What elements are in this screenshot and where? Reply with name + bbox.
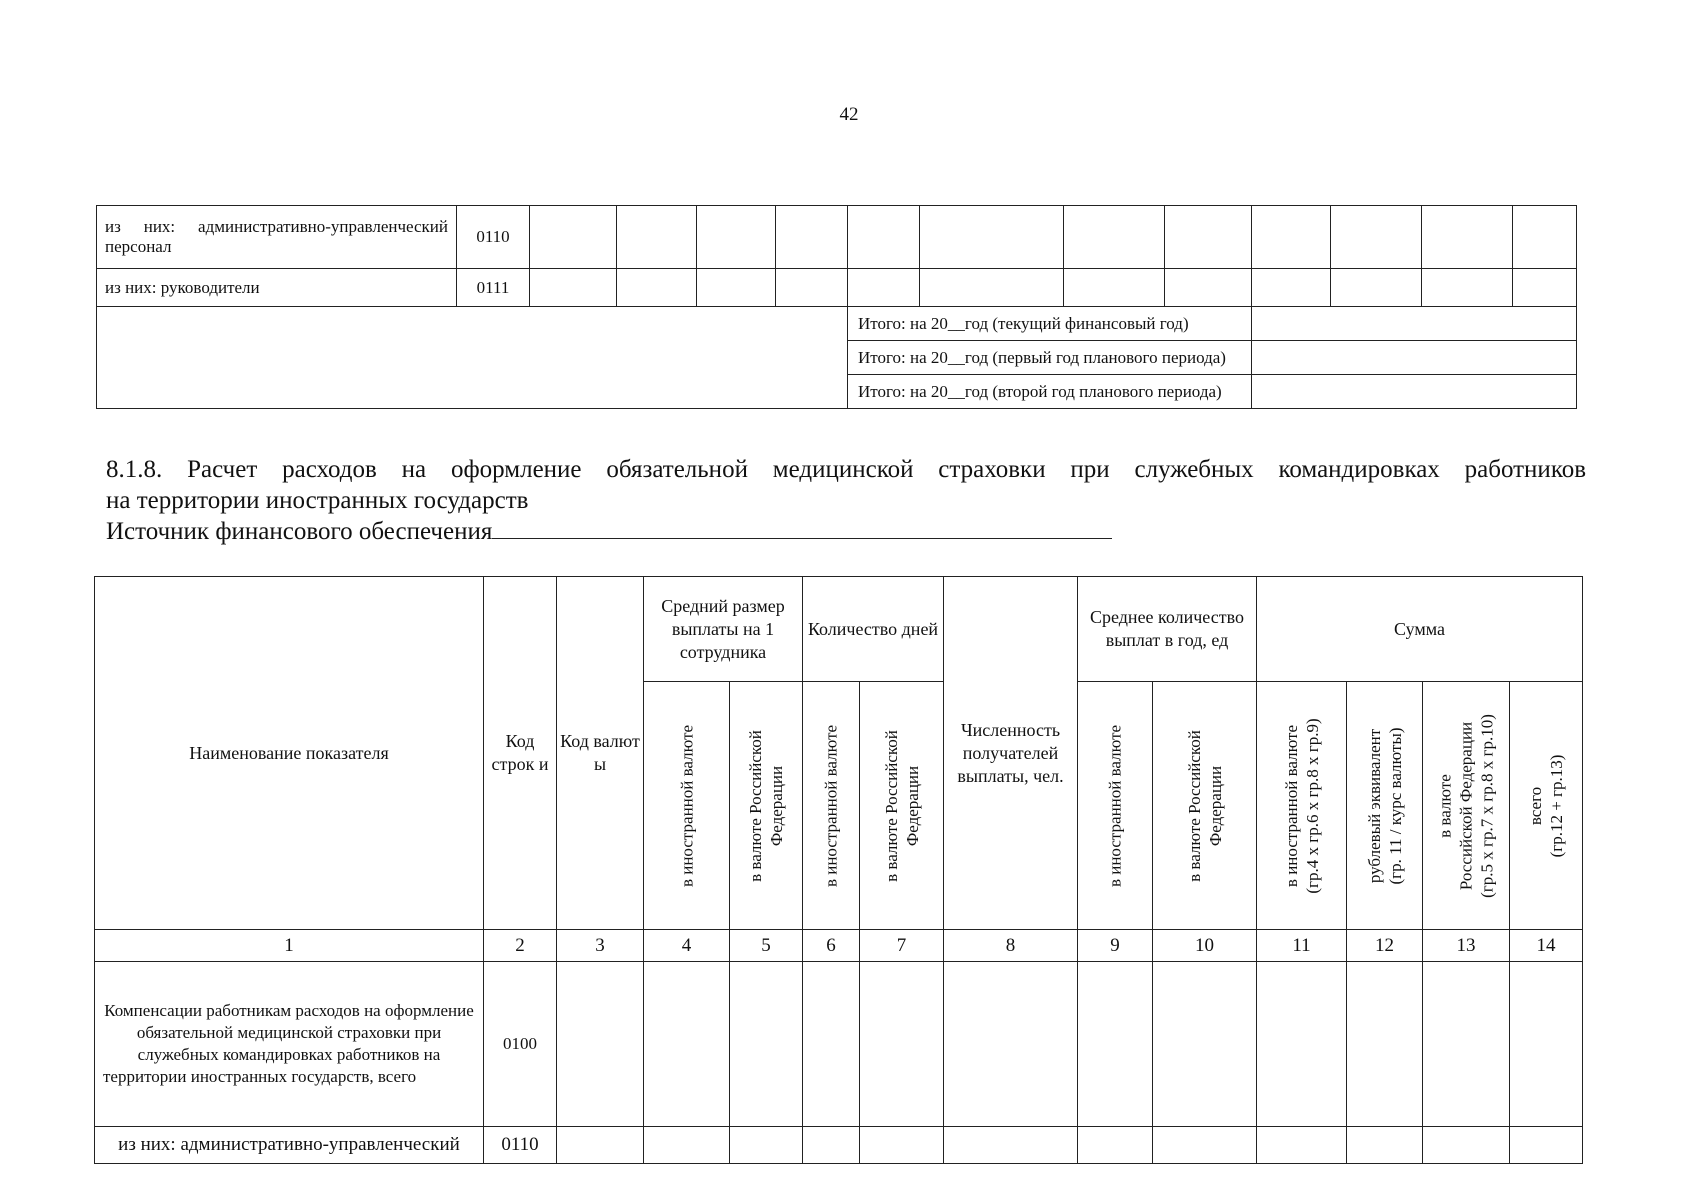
- column-number: 3: [557, 930, 644, 962]
- table-cell[interactable]: [617, 206, 697, 269]
- column-number: 9: [1078, 930, 1153, 962]
- totals-row: [97, 307, 1577, 341]
- subheader-text: в иностранной валюте: [1105, 724, 1125, 887]
- table-cell[interactable]: [848, 206, 920, 269]
- subheader-text: в иностранной валюте: [821, 724, 841, 887]
- table-cell[interactable]: [848, 269, 920, 307]
- row-code: 0110: [484, 1127, 557, 1164]
- header-currency-code: Код валют ы: [557, 577, 644, 930]
- header-sum: Сумма: [1257, 577, 1583, 682]
- table-row: [95, 962, 1583, 1127]
- column-number: 6: [803, 930, 860, 962]
- subheader-text: в валюте Российской Федерации: [881, 729, 922, 882]
- subheader-text: рублевый эквивалент (гр. 11 / курс валюты): [1364, 726, 1405, 885]
- blank-area: [97, 307, 848, 409]
- header-row: [95, 577, 1583, 682]
- total-value-second[interactable]: [1252, 375, 1577, 409]
- column-number: 4: [644, 930, 730, 962]
- column-number: 13: [1423, 930, 1510, 962]
- row-name: из них: административно-управленческий персонал: [97, 206, 457, 269]
- column-number: 14: [1510, 930, 1583, 962]
- table-cell[interactable]: [730, 1127, 803, 1164]
- column-number: 12: [1347, 930, 1423, 962]
- subheader-text: в валюте Российской Федерации: [746, 729, 786, 882]
- table-cell[interactable]: [1423, 1127, 1510, 1164]
- table-cell[interactable]: [1165, 206, 1252, 269]
- subheader-text: в валюте Российской Федерации (гр.5 х гр.7 х гр.8 х гр.10): [1435, 713, 1497, 898]
- table-cell[interactable]: [1513, 206, 1577, 269]
- subheader-cell: [1423, 682, 1510, 930]
- table-cell[interactable]: [944, 962, 1078, 1127]
- column-number: 7: [860, 930, 944, 962]
- table-cell[interactable]: [803, 962, 860, 1127]
- row-code: 0110: [457, 206, 530, 269]
- header-avg-count: Среднее количество выплат в год, ед: [1078, 577, 1257, 682]
- table-cell[interactable]: [920, 269, 1064, 307]
- table-cell[interactable]: [776, 269, 848, 307]
- table-cell[interactable]: [1422, 269, 1513, 307]
- table-row: [97, 269, 1577, 307]
- row-code: 0111: [457, 269, 530, 307]
- table-cell[interactable]: [557, 1127, 644, 1164]
- subheader-cell: [1510, 682, 1583, 930]
- table-cell[interactable]: [1252, 206, 1331, 269]
- subheader-text: в иностранной валюте (гр.4 х гр.6 х гр.8 х гр.9): [1281, 717, 1322, 894]
- funding-source-label: Источник финансового обеспечения: [106, 518, 493, 545]
- subheader-text: в иностранной валюте: [677, 724, 696, 887]
- table-cell[interactable]: [1078, 962, 1153, 1127]
- total-label-second: Итого: на 20__год (второй год планового периода): [848, 375, 1252, 409]
- table-cell[interactable]: [860, 962, 944, 1127]
- total-label-first: Итого: на 20__год (первый год планового периода): [848, 341, 1252, 375]
- table-cell[interactable]: [1257, 962, 1347, 1127]
- funding-source-line: [106, 516, 1586, 547]
- column-number: 10: [1153, 930, 1257, 962]
- subheader-cell: [730, 682, 803, 930]
- table-cell[interactable]: [1064, 206, 1165, 269]
- section-heading: [106, 454, 1586, 547]
- subheader-cell: [803, 682, 860, 930]
- table-cell[interactable]: [776, 206, 848, 269]
- table-cell[interactable]: [1153, 962, 1257, 1127]
- subheader-text: в валюте Российской Федерации: [1184, 729, 1225, 882]
- column-number: 1: [95, 930, 484, 962]
- column-number-row: [95, 930, 1583, 962]
- header-avg-payment: Средний размер выплаты на 1 сотрудника: [644, 577, 803, 682]
- table-cell[interactable]: [920, 206, 1064, 269]
- table-cell[interactable]: [1078, 1127, 1153, 1164]
- subheader-cell: [860, 682, 944, 930]
- table-cell[interactable]: [1347, 962, 1423, 1127]
- section-title-line1: 8.1.8. Расчет расходов на оформление обязательной медицинской страховки при служебных командировках работников: [106, 456, 1586, 483]
- table-cell[interactable]: [1347, 1127, 1423, 1164]
- section-title-line2: на территории иностранных государств: [106, 487, 529, 514]
- table-cell[interactable]: [1513, 269, 1577, 307]
- column-number: 5: [730, 930, 803, 962]
- column-number: 11: [1257, 930, 1347, 962]
- table-cell[interactable]: [803, 1127, 860, 1164]
- table-cell[interactable]: [1331, 206, 1422, 269]
- table-row: [95, 1127, 1583, 1164]
- table-cell[interactable]: [530, 269, 617, 307]
- subheader-cell: [1257, 682, 1347, 930]
- table-row: [97, 206, 1577, 269]
- table-cell[interactable]: [1423, 962, 1510, 1127]
- header-name: Наименование показателя: [95, 577, 484, 930]
- table-cell[interactable]: [1510, 1127, 1583, 1164]
- row-name: Компенсации работникам расходов на оформление обязательной медицинской страховки при служебных командировках работников на территории иностранных государств, всего: [95, 962, 484, 1127]
- continued-table: [96, 205, 1577, 409]
- table-cell[interactable]: [944, 1127, 1078, 1164]
- total-value-first[interactable]: [1252, 341, 1577, 375]
- table-cell[interactable]: [1257, 1127, 1347, 1164]
- subheader-cell: [1078, 682, 1153, 930]
- table-cell[interactable]: [1331, 269, 1422, 307]
- table-cell[interactable]: [644, 1127, 730, 1164]
- row-name: из них: руководители: [97, 269, 457, 307]
- subheader-text: всего (гр.12 + гр.13): [1526, 754, 1567, 857]
- table-cell[interactable]: [617, 269, 697, 307]
- insurance-calculation-table: [94, 576, 1583, 1164]
- table-cell[interactable]: [1064, 269, 1165, 307]
- column-number: 8: [944, 930, 1078, 962]
- table-cell[interactable]: [730, 962, 803, 1127]
- subheader-cell: [644, 682, 730, 930]
- table-cell[interactable]: [1510, 962, 1583, 1127]
- table-cell[interactable]: [1153, 1127, 1257, 1164]
- header-row-code: Код строк и: [484, 577, 557, 930]
- table-cell[interactable]: [697, 206, 776, 269]
- table-cell[interactable]: [530, 206, 617, 269]
- header-recipients: Численность получателей выплаты, чел.: [944, 577, 1078, 930]
- table-cell[interactable]: [1252, 269, 1331, 307]
- table-cell[interactable]: [860, 1127, 944, 1164]
- table-cell[interactable]: [1165, 269, 1252, 307]
- table-cell[interactable]: [644, 962, 730, 1127]
- table-cell[interactable]: [557, 962, 644, 1127]
- total-label-current: Итого: на 20__год (текущий финансовый год): [848, 307, 1252, 341]
- table-cell[interactable]: [1422, 206, 1513, 269]
- total-value-current[interactable]: [1252, 307, 1577, 341]
- row-name: из них: административно-управленческий: [95, 1127, 484, 1164]
- header-days: Количество дней: [803, 577, 944, 682]
- table-cell[interactable]: [697, 269, 776, 307]
- row-code: 0100: [484, 962, 557, 1127]
- subheader-cell: [1347, 682, 1423, 930]
- page-number: 42: [839, 104, 859, 125]
- funding-source-field[interactable]: [492, 516, 1112, 539]
- column-number: 2: [484, 930, 557, 962]
- subheader-cell: [1153, 682, 1257, 930]
